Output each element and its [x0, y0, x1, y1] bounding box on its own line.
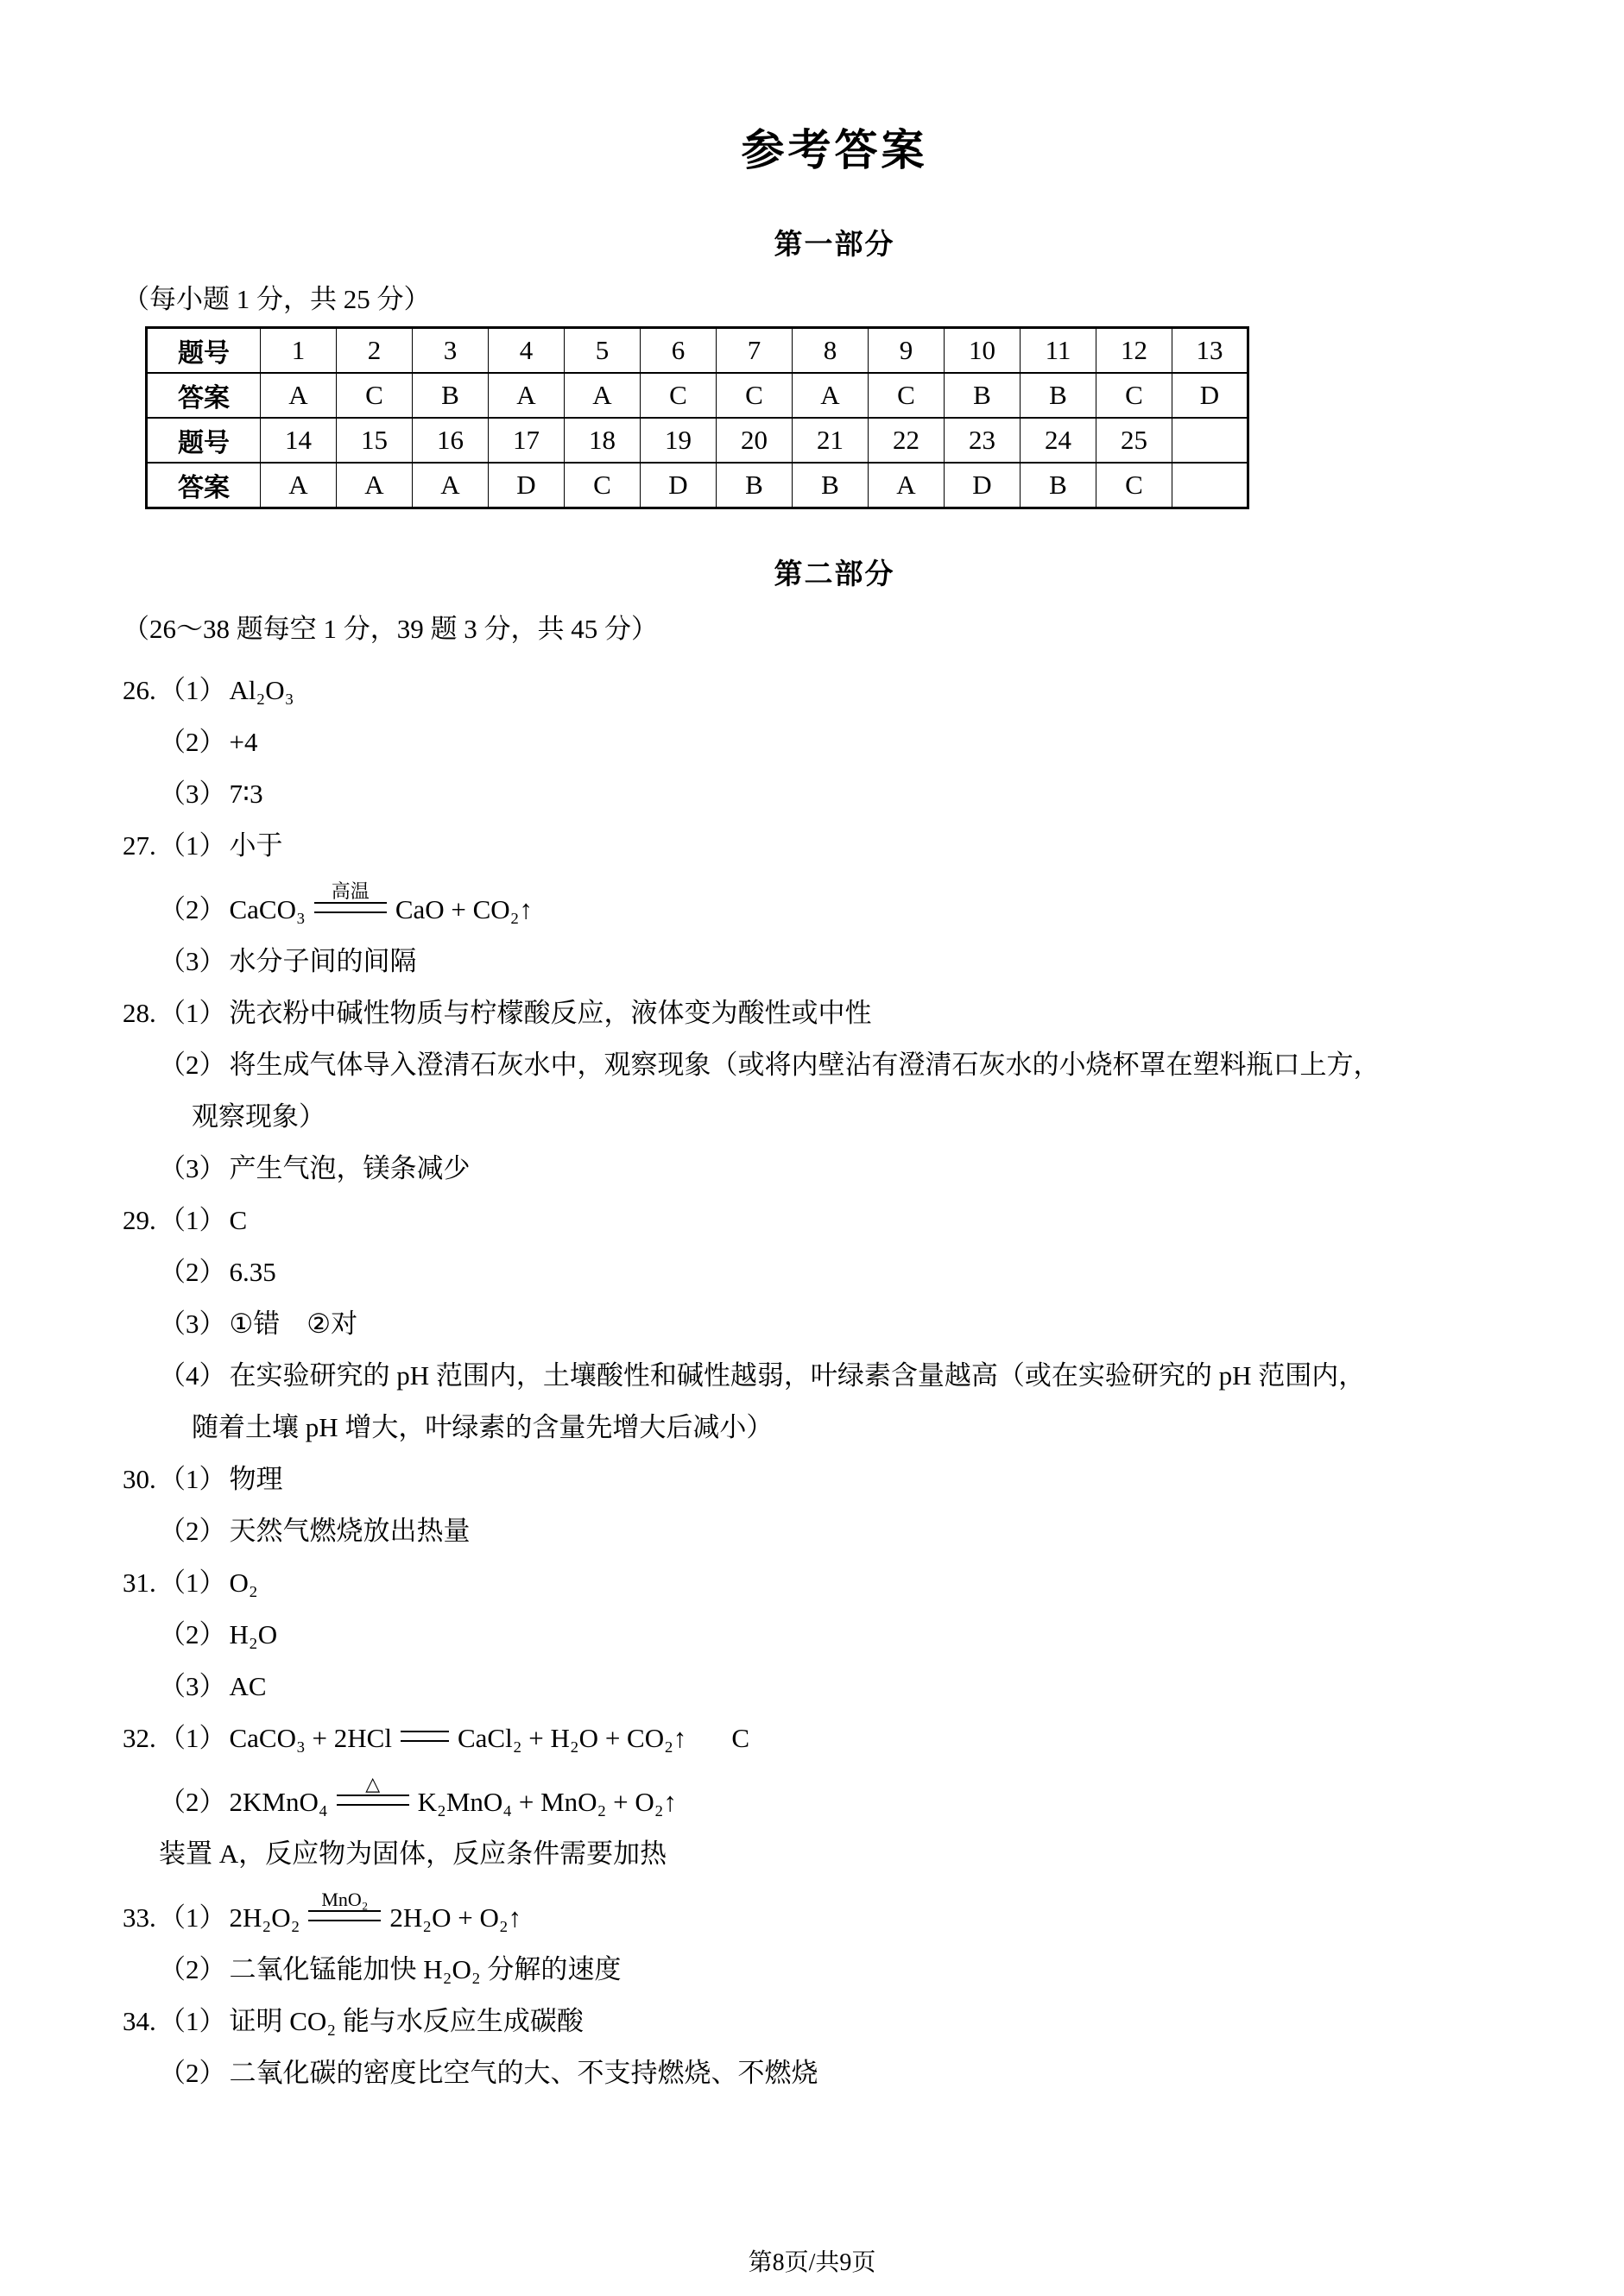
question-number: 26. — [123, 675, 156, 705]
reaction-equals-sign — [308, 1889, 381, 1921]
answer-line-28-2-cont — [123, 1091, 1546, 1143]
item-label: （3） — [159, 1671, 226, 1701]
table-cell: B — [1021, 463, 1096, 508]
answer-text: 装置 A，反应物为固体，反应条件需要加热 — [159, 1839, 667, 1869]
table-cell: D — [1172, 373, 1248, 418]
answer-text: 水分子间的间隔 — [229, 946, 417, 976]
reaction-condition-catalyst: MnO₂ — [321, 1889, 369, 1910]
item-label: （3） — [159, 1153, 226, 1183]
item-label: （1） — [159, 675, 226, 705]
answer-line-32-1 — [123, 1713, 1546, 1764]
item-label: （1） — [159, 1902, 226, 1933]
table-cell: 10 — [945, 328, 1021, 374]
item-label: （2） — [159, 1619, 226, 1649]
table-cell: 5 — [565, 328, 641, 374]
answer-line-31-2 — [123, 1609, 1546, 1661]
answer-text: 产生气泡，镁条减少 — [229, 1153, 471, 1183]
item-label: （3） — [159, 1309, 226, 1339]
table-row-label: 题号 — [147, 328, 261, 374]
reaction-condition-heat-icon: △ — [365, 1773, 381, 1795]
table-cell: 16 — [413, 418, 489, 463]
answer-line-29-1 — [123, 1195, 1546, 1246]
table-cell — [1172, 463, 1248, 508]
page-title: 参考答案 — [741, 126, 928, 174]
answer-line-31-3 — [123, 1661, 1546, 1713]
question-number: 32. — [123, 1723, 156, 1753]
equation-right: CaO + CO₂↑ — [395, 894, 533, 924]
answer-text: 随着土壤 pH 增大，叶绿素的含量先增大后减小） — [192, 1412, 774, 1442]
answer-line-26-2 — [123, 716, 1546, 768]
answer-text: 洗衣粉中碱性物质与柠檬酸反应，液体变为酸性或中性 — [229, 998, 872, 1028]
item-label: （3） — [159, 946, 226, 976]
question-number: 34. — [123, 2006, 156, 2036]
item-label: （1） — [159, 830, 226, 861]
page-footer: 第8页/共9页 — [748, 2249, 876, 2276]
table-cell: B — [793, 463, 869, 508]
answer-line-27-1 — [123, 820, 1546, 872]
item-label: （2） — [159, 1516, 226, 1546]
answer-line-33-1 — [123, 1880, 1546, 1944]
table-row-label: 题号 — [147, 418, 261, 463]
table-row-answers-1 — [147, 373, 1248, 418]
table-cell: 23 — [945, 418, 1021, 463]
equation-left: 2KMnO₄ — [229, 1787, 328, 1817]
answer-text: AC — [229, 1671, 267, 1701]
answer-suffix: C — [731, 1723, 750, 1753]
table-cell: 13 — [1172, 328, 1248, 374]
answer-line-29-3 — [123, 1298, 1546, 1350]
answer-text: 二氧化锰能加快 H₂O₂ 分解的速度 — [229, 1954, 622, 1984]
table-row-question-numbers-1 — [147, 328, 1248, 374]
item-label: （1） — [159, 1723, 226, 1753]
table-row-answers-2 — [147, 463, 1248, 508]
answer-text: 小于 — [229, 830, 283, 861]
item-label: （1） — [159, 1464, 226, 1494]
answer-line-28-1 — [123, 987, 1546, 1039]
table-cell: 22 — [869, 418, 945, 463]
table-cell: C — [1096, 463, 1172, 508]
question-number: 31. — [123, 1567, 156, 1598]
reaction-equals-sign — [337, 1773, 409, 1806]
answer-key-table — [145, 326, 1249, 509]
item-label: （1） — [159, 998, 226, 1028]
table-cell: 3 — [413, 328, 489, 374]
answer-line-27-3 — [123, 936, 1546, 987]
table-cell: C — [1096, 373, 1172, 418]
table-cell: 12 — [1096, 328, 1172, 374]
item-label: （4） — [159, 1360, 226, 1391]
answer-line-28-2 — [123, 1039, 1546, 1091]
table-cell: A — [413, 463, 489, 508]
table-cell: D — [641, 463, 717, 508]
table-cell: 20 — [717, 418, 793, 463]
answer-text: ①错 ②对 — [229, 1309, 358, 1339]
answer-text: 7∶3 — [229, 779, 263, 809]
item-label: （2） — [159, 1787, 226, 1817]
answers-section — [123, 665, 1546, 2099]
reaction-equals-sign — [314, 880, 387, 913]
equation-right: CaCl₂ + H₂O + CO₂↑ — [457, 1723, 687, 1753]
table-cell: 8 — [793, 328, 869, 374]
table-cell: 24 — [1021, 418, 1096, 463]
answer-text: 观察现象） — [192, 1101, 325, 1132]
table-cell: D — [945, 463, 1021, 508]
answer-text: +4 — [229, 727, 258, 757]
part1-score-note: （每小题 1 分，共 25 分） — [123, 284, 431, 314]
question-number: 33. — [123, 1902, 156, 1933]
table-cell: 4 — [489, 328, 565, 374]
reaction-condition: 高温 — [331, 880, 370, 902]
answer-line-29-2 — [123, 1246, 1546, 1298]
item-label: （2） — [159, 1954, 226, 1984]
equation-left: 2H₂O₂ — [229, 1902, 300, 1933]
table-cell: 11 — [1021, 328, 1096, 374]
equation-left: CaCO₃ — [229, 894, 306, 924]
table-cell: C — [869, 373, 945, 418]
item-label: （1） — [159, 1567, 226, 1598]
table-cell: B — [413, 373, 489, 418]
table-cell: C — [337, 373, 413, 418]
answer-line-28-3 — [123, 1143, 1546, 1195]
table-cell: D — [489, 463, 565, 508]
table-cell: A — [793, 373, 869, 418]
answer-line-27-2 — [123, 872, 1546, 936]
table-cell: 25 — [1096, 418, 1172, 463]
table-row-question-numbers-2 — [147, 418, 1248, 463]
table-cell: 7 — [717, 328, 793, 374]
answer-line-31-1 — [123, 1557, 1546, 1609]
answer-line-29-4 — [123, 1350, 1546, 1402]
table-cell: B — [717, 463, 793, 508]
item-label: （1） — [159, 1205, 226, 1235]
item-label: （2） — [159, 1257, 226, 1287]
table-cell: A — [565, 373, 641, 418]
table-row-label: 答案 — [147, 373, 261, 418]
table-cell: A — [489, 373, 565, 418]
part2-heading: 第二部分 — [774, 558, 895, 590]
table-cell: C — [641, 373, 717, 418]
answer-text: 证明 CO₂ 能与水反应生成碳酸 — [229, 2006, 584, 2036]
table-cell: B — [1021, 373, 1096, 418]
answer-line-30-1 — [123, 1454, 1546, 1505]
table-cell: 15 — [337, 418, 413, 463]
answer-line-26-1 — [123, 665, 1546, 716]
answer-text: 将生成气体导入澄清石灰水中，观察现象（或将内壁沾有澄清石灰水的小烧杯罩在塑料瓶口上方， — [229, 1050, 1381, 1080]
table-cell: A — [869, 463, 945, 508]
answer-text: H₂O — [229, 1619, 278, 1649]
table-cell: 17 — [489, 418, 565, 463]
table-row-label: 答案 — [147, 463, 261, 508]
answer-text: 6.35 — [229, 1257, 276, 1287]
table-cell — [1172, 418, 1248, 463]
item-label: （3） — [159, 779, 226, 809]
part2-score-note: （26～38 题每空 1 分，39 题 3 分，共 45 分） — [123, 614, 658, 644]
equation-right: 2H₂O + O₂↑ — [389, 1902, 522, 1933]
table-cell: C — [717, 373, 793, 418]
table-cell: A — [261, 463, 337, 508]
item-label: （2） — [159, 1050, 226, 1080]
question-number: 29. — [123, 1205, 156, 1235]
answer-line-26-3 — [123, 768, 1546, 820]
question-number: 27. — [123, 830, 156, 861]
question-number: 28. — [123, 998, 156, 1028]
equation-right: K₂MnO₄ + MnO₂ + O₂↑ — [417, 1787, 678, 1817]
table-cell: A — [337, 463, 413, 508]
item-label: （2） — [159, 2058, 226, 2088]
table-cell: 6 — [641, 328, 717, 374]
equation-left: CaCO₃ + 2HCl — [229, 1723, 392, 1753]
answer-line-33-2 — [123, 1944, 1546, 1996]
answer-line-29-4-cont — [123, 1402, 1546, 1454]
answer-text: O₂ — [229, 1567, 258, 1598]
table-cell: 19 — [641, 418, 717, 463]
answer-text: C — [229, 1205, 248, 1235]
answer-text: 二氧化碳的密度比空气的大、不支持燃烧、不燃烧 — [229, 2058, 818, 2088]
item-label: （1） — [159, 2006, 226, 2036]
answer-text: 物理 — [229, 1464, 283, 1494]
answer-line-34-2 — [123, 2047, 1546, 2099]
answer-text: Al₂O₃ — [229, 675, 294, 705]
question-number: 30. — [123, 1464, 156, 1494]
item-label: （2） — [159, 894, 226, 924]
answer-line-30-2 — [123, 1505, 1546, 1557]
answer-line-34-1 — [123, 1996, 1546, 2047]
answer-line-32-note — [123, 1828, 1546, 1880]
answer-text: 天然气燃烧放出热量 — [229, 1516, 471, 1546]
table-cell: B — [945, 373, 1021, 418]
table-cell: 2 — [337, 328, 413, 374]
answer-line-32-2 — [123, 1764, 1546, 1828]
item-label: （2） — [159, 727, 226, 757]
table-cell: 9 — [869, 328, 945, 374]
answer-text: 在实验研究的 pH 范围内，土壤酸性和碱性越弱，叶绿素含量越高（或在实验研究的 pH 范围内， — [229, 1360, 1366, 1391]
table-cell: 21 — [793, 418, 869, 463]
table-cell: 14 — [261, 418, 337, 463]
part1-heading: 第一部分 — [774, 228, 895, 260]
table-cell: C — [565, 463, 641, 508]
reaction-equals-sign — [401, 1731, 449, 1742]
table-cell: 18 — [565, 418, 641, 463]
table-cell: 1 — [261, 328, 337, 374]
table-cell: A — [261, 373, 337, 418]
